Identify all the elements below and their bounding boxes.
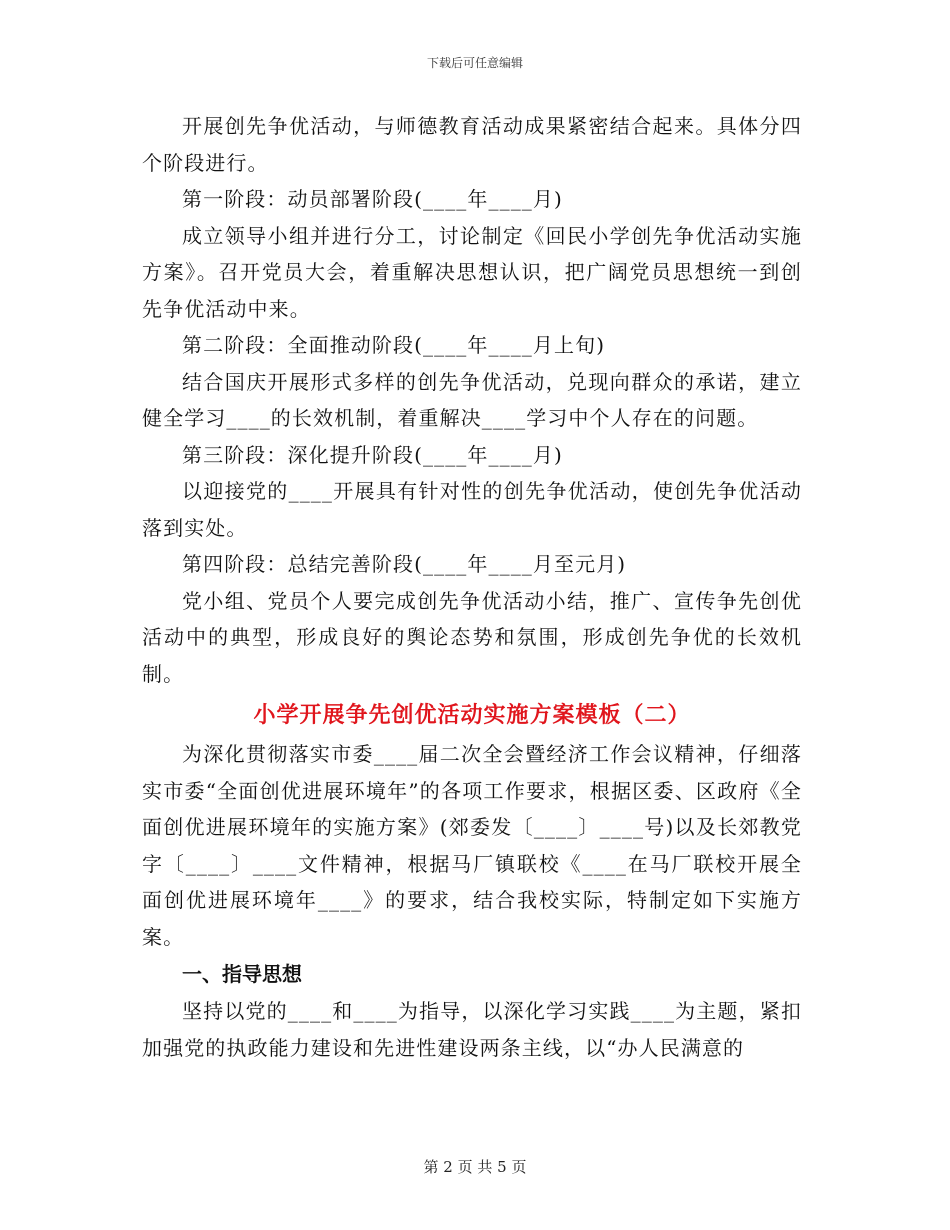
- stage-one-heading: 第一阶段：动员部署阶段(____年____月): [182, 187, 563, 211]
- paragraph: 党小组、党员个人要完成创先争优活动小结，推广、宣传争先创优活动中的典型，形成良好的舆论态势和氛围，形成创先争优的长效机制。: [142, 588, 802, 686]
- intro-paragraph: 为深化贯彻落实市委____届二次全会暨经济工作会议精神，仔细落实市委“全面创优进展环境年”的各项工作要求，根据区委、区政府《全面创优进展环境年的实施方案》(郊委发〔____〕____号)以及长郊教党字〔____〕____文件精神，根据马厂镇联校《____在马厂联校开展全面创优进展环境年____》的要求，结合我校实际，特制定如下实施方案。: [142, 742, 802, 949]
- stage-four-heading: 第四阶段：总结完善阶段(____年____月至元月): [182, 552, 627, 576]
- document-body: [142, 108, 802, 1066]
- paragraph: 开展创先争优活动，与师德教育活动成果紧密结合起来。具体分四个阶段进行。: [142, 114, 802, 175]
- page-header: 下载后可任意编辑: [426, 56, 523, 70]
- paragraph: 成立领导小组并进行分工，讨论制定《回民小学创先争优活动实施方案》。召开党员大会，着重解决思想认识，把广阔党员思想统一到创先争优活动中来。: [142, 223, 802, 321]
- stage-two-heading: 第二阶段：全面推动阶段(____年____月上旬): [182, 333, 606, 357]
- document-title: 小学开展争先创优活动实施方案模板（二）: [253, 702, 691, 728]
- page-footer: 第 2 页 共 5 页: [423, 1158, 527, 1176]
- section-heading: 一、指导思想: [182, 962, 302, 986]
- paragraph: 以迎接党的____开展具有针对性的创先争优活动，使创先争优活动落到实处。: [142, 479, 802, 540]
- section-paragraph: 坚持以党的____和____为指导，以深化学习实践____为主题，紧扣加强党的执政能力建设和先进性建设两条主线，以“办人民满意的: [142, 999, 802, 1060]
- stage-three-heading: 第三阶段：深化提升阶段(____年____月): [182, 442, 563, 467]
- paragraph: 结合国庆开展形式多样的创先争优活动，兑现向群众的承诺，建立健全学习____的长效机制，着重解决____学习中个人存在的问题。: [142, 369, 802, 430]
